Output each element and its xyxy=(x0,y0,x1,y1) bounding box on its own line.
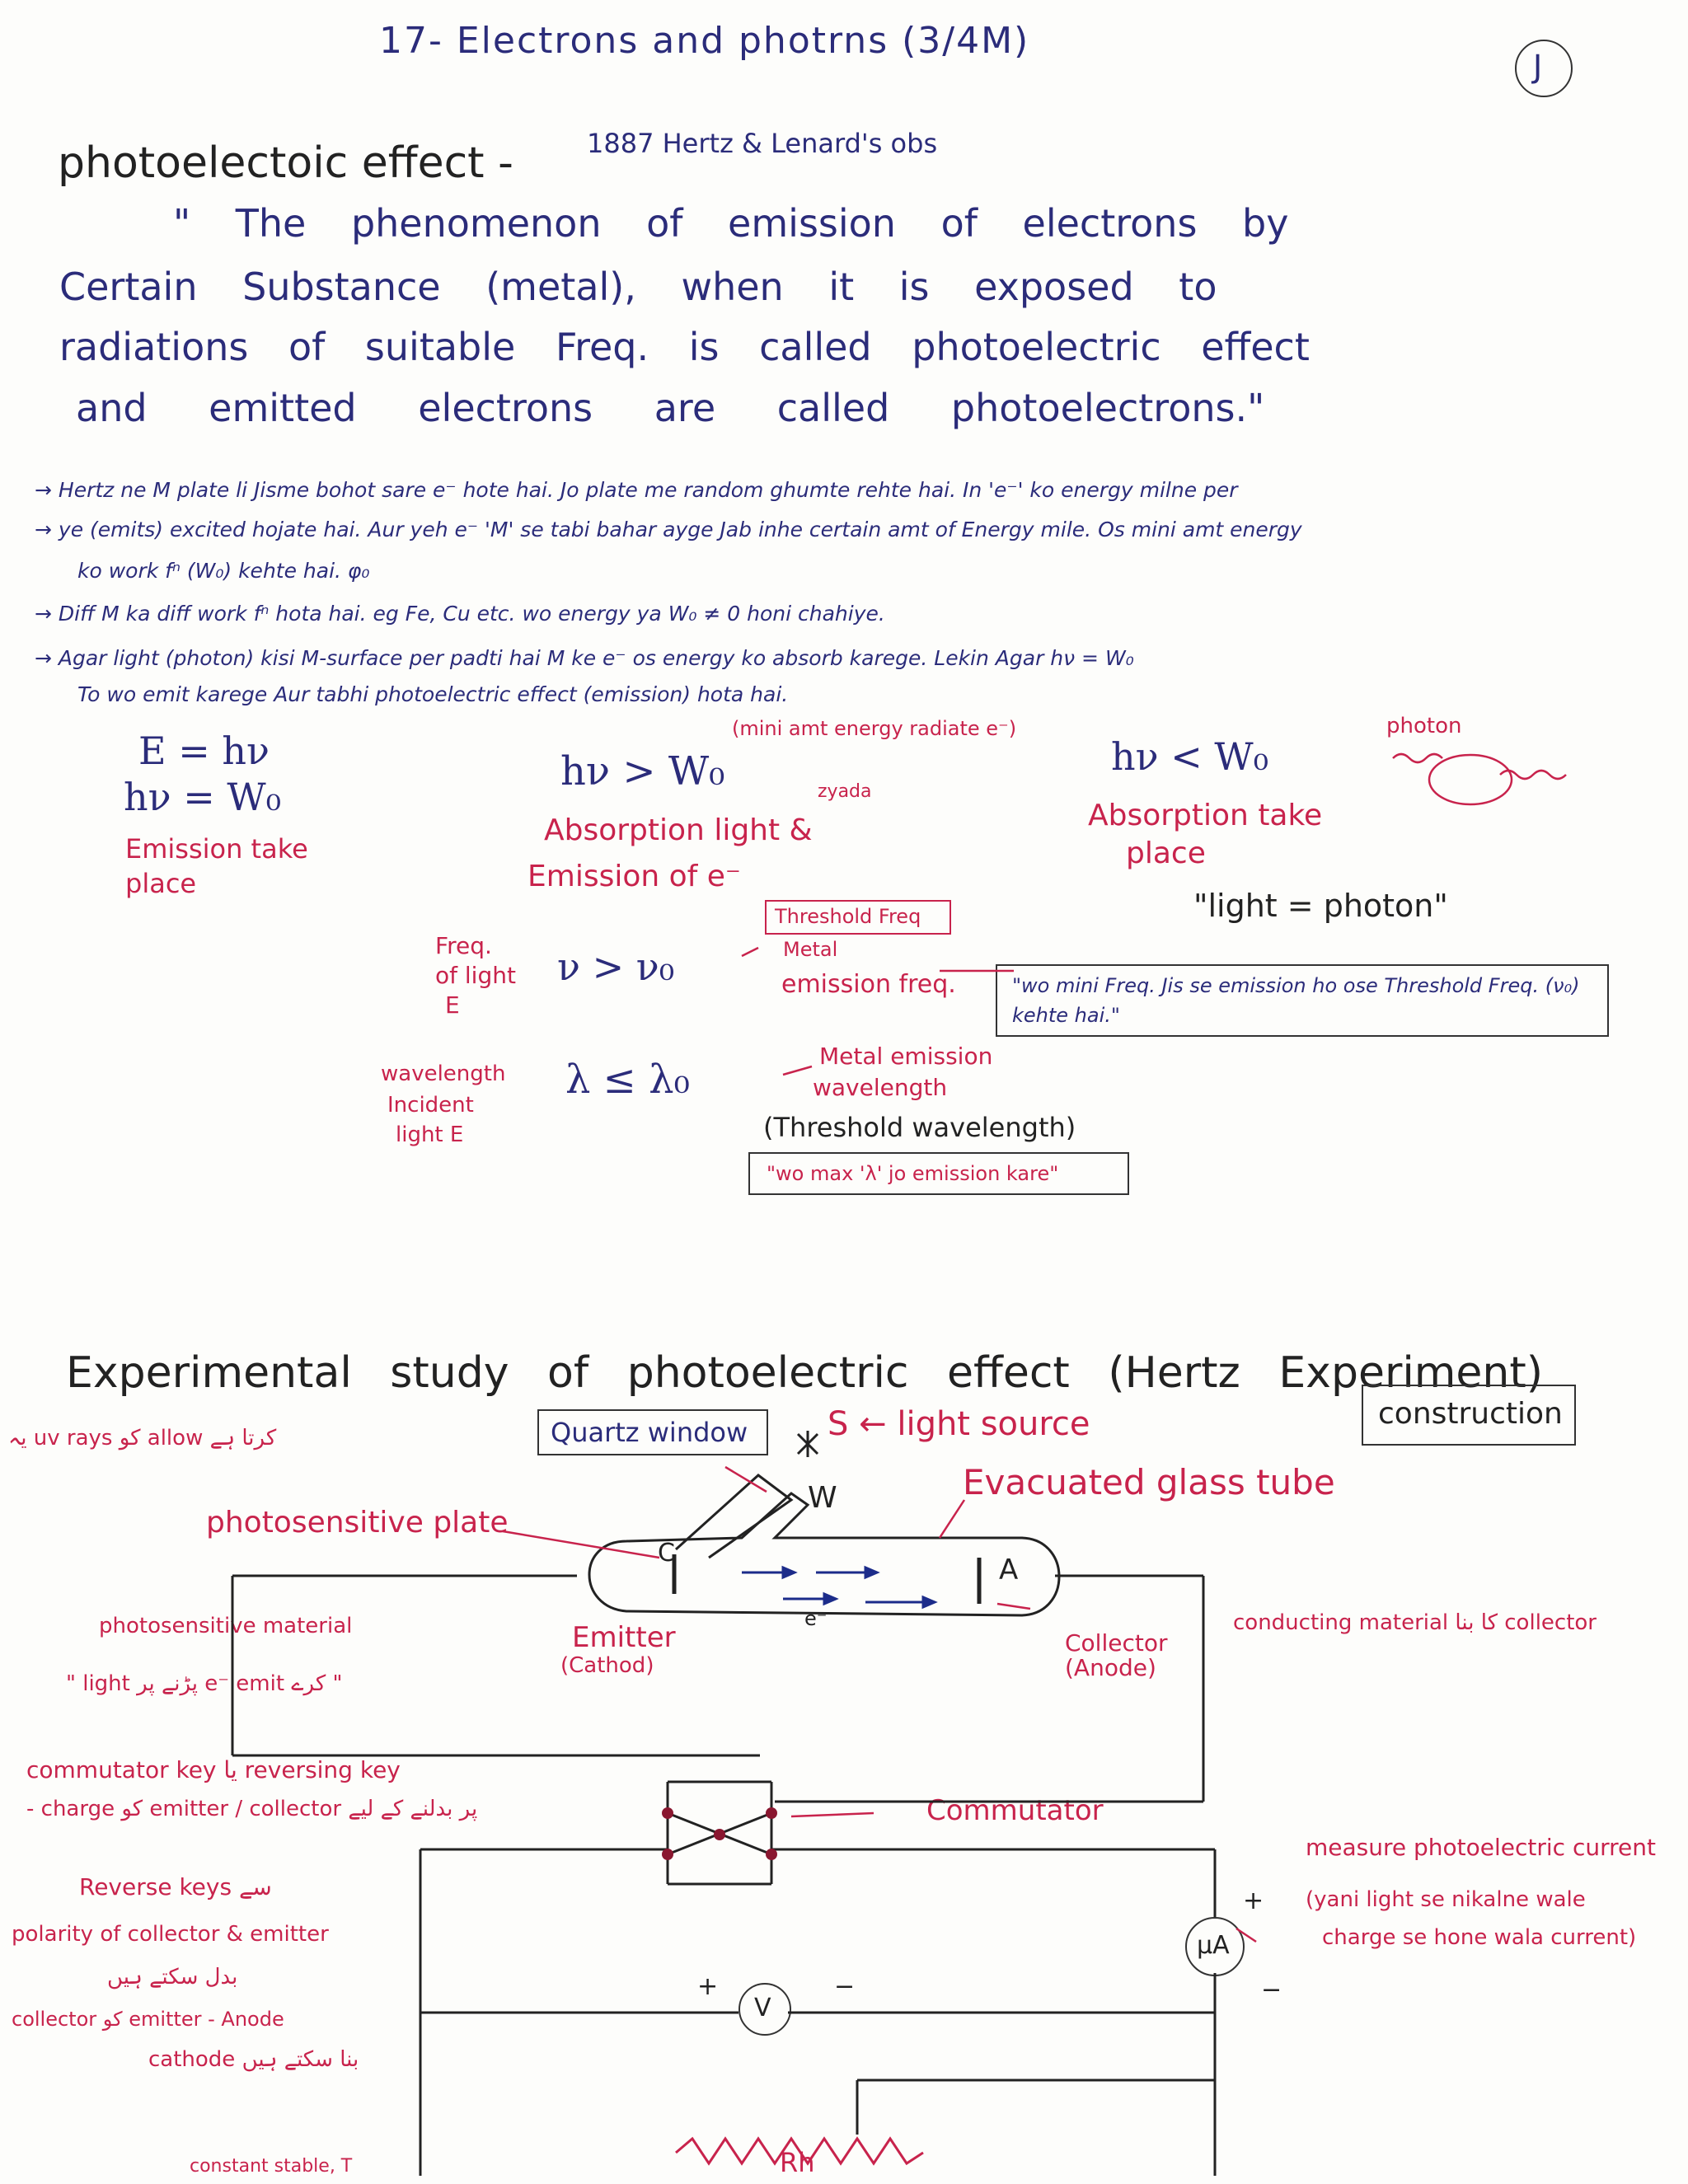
reverse-note-4: collector کو emitter - Anode xyxy=(12,2008,284,2031)
measure-note-1: measure photoelectric current xyxy=(1306,1834,1656,1861)
quartz-window-label: Quartz window xyxy=(551,1417,748,1448)
page-number-circle xyxy=(1515,40,1573,97)
note-line-3: ko work fⁿ (W₀) kehte hai. φ₀ xyxy=(77,559,370,583)
evacuated-tube-label: Evacuated glass tube xyxy=(963,1462,1335,1502)
metal-emission-wavelength-1: Metal emission xyxy=(819,1043,993,1070)
wavelength-label-1: wavelength xyxy=(381,1062,506,1086)
light-equals-photon: "light = photon" xyxy=(1193,888,1448,924)
threshold-wavelength: (Threshold wavelength) xyxy=(763,1112,1076,1143)
note-line-1: → Hertz ne M plate li Jisme bohot sare e⁻ hote hai. Jo plate me random ghumte rehte hai. In 'e⁻' ko energy milne per xyxy=(35,478,1238,502)
freq-label-2: of light xyxy=(435,962,516,989)
eq-hv-equals-w0: hν = W₀ xyxy=(124,775,282,819)
construction-box xyxy=(1362,1385,1576,1446)
rheostat-label: Rh xyxy=(780,2147,815,2178)
microammeter xyxy=(1185,1917,1245,1976)
voltmeter-plus: + xyxy=(697,1972,719,2001)
section-heading-experiment: Experimental study of photoelectric effect (Hertz Experiment) xyxy=(66,1348,1544,1398)
note-line-5: → Agar light (photon) kisi M-surface per padti hai M ke e⁻ os energy ko absorb karege. Lekin Agar hν = W₀ xyxy=(35,646,1134,670)
note-line-2: → ye (emits) excited hojate hai. Aur yeh e⁻ 'M' se tabi bahar ayge Jab inhe certain amt of Energy mile. Os mini amt energy xyxy=(35,518,1302,541)
threshold-definition-line-1: "wo mini Freq. Jis se emission ho ose Threshold Freq. (ν₀) xyxy=(1012,974,1580,997)
threshold-freq-box xyxy=(765,900,951,935)
definition-line-1: " The phenomenon of emission of electrons by xyxy=(173,201,1289,246)
zyada-note: zyada xyxy=(818,781,872,802)
eq-hv-less-w0: hν < W₀ xyxy=(1111,734,1269,779)
threshold-definition-box xyxy=(996,964,1609,1037)
page-number: J xyxy=(1533,49,1543,85)
definition-line-4: and emitted electrons are called photoelectrons." xyxy=(76,386,1265,430)
emitter-cathode-label: (Cathod) xyxy=(560,1653,654,1678)
page-title: 17- Electrons and photrns (3/4M) xyxy=(379,20,1030,62)
photon-sketch xyxy=(1393,754,1566,804)
metal-emission-wavelength-2: wavelength xyxy=(813,1074,948,1101)
absorption-take-place-line-1: Absorption take xyxy=(1088,799,1323,832)
ammeter-plus: + xyxy=(1243,1886,1264,1915)
construction-label: construction xyxy=(1378,1397,1563,1431)
mini-energy-note: (mini amt energy radiate e⁻) xyxy=(732,717,1017,740)
absorption-take-place-line-2: place xyxy=(1126,837,1206,870)
anode-a-label: A xyxy=(999,1554,1019,1586)
wavelength-label-3: light E xyxy=(396,1122,464,1147)
quartz-arm xyxy=(676,1475,791,1558)
absorption-emission-line-2: Emission of e⁻ xyxy=(528,860,741,893)
eq-hv-greater-w0: hν > W₀ xyxy=(560,748,725,794)
history-note: 1887 Hertz & Lenard's obs xyxy=(587,128,938,159)
emission-freq-label: emission freq. xyxy=(781,970,956,999)
electron-label: e⁻ xyxy=(804,1607,828,1630)
eq-nu-greater-nu0: ν > ν₀ xyxy=(557,944,675,989)
reverse-note-1: Reverse keys سے xyxy=(79,1873,272,1900)
photosensitive-plate-label: photosensitive plate xyxy=(206,1506,509,1540)
material-note-2: " light پڑنے پر e⁻ emit کرے " xyxy=(66,1671,343,1696)
material-note-1: photosensitive material xyxy=(99,1614,353,1638)
note-line-6: To wo emit karege Aur tabhi photoelectric effect (emission) hota hai. xyxy=(77,682,789,706)
ammeter-minus: − xyxy=(1261,1975,1282,2004)
commutator-note-1: commutator key یا reversing key xyxy=(26,1756,401,1783)
microammeter-label: μA xyxy=(1197,1931,1230,1960)
collector-anode-label: (Anode) xyxy=(1065,1654,1156,1681)
voltmeter-label: V xyxy=(754,1994,771,2022)
threshold-definition-line-2: kehte hai." xyxy=(1012,1004,1120,1027)
eq-lambda-le-lambda0: λ ≤ λ₀ xyxy=(565,1057,690,1103)
collector-label: Collector xyxy=(1065,1629,1168,1657)
metal-label: Metal xyxy=(783,938,838,961)
cathode-c-label: C xyxy=(658,1539,675,1568)
note-line-4: → Diff M ka diff work fⁿ hota hai. eg Fe, Cu etc. wo energy ya W₀ ≠ 0 honi chahiye. xyxy=(35,602,885,626)
definition-line-3: radiations of suitable Freq. is called photoelectric effect xyxy=(59,325,1310,369)
threshold-freq-text: Threshold Freq xyxy=(775,905,921,928)
commutator-note-2: - charge کو emitter / collector پر بدلنے کے لیے xyxy=(26,1797,478,1821)
window-w-label: W xyxy=(808,1481,837,1515)
measure-note-2: (yani light se nikalne wale xyxy=(1306,1887,1586,1912)
light-source-label: S ← light source xyxy=(828,1405,1090,1443)
reverse-note-2: polarity of collector & emitter xyxy=(12,1922,329,1947)
max-wavelength-text: "wo max 'λ' jo emission kare" xyxy=(767,1162,1059,1185)
reverse-note-3: بدل سکتے ہیں xyxy=(107,1965,238,1990)
absorption-emission-line-1: Absorption light & xyxy=(544,813,813,847)
commutator-label: Commutator xyxy=(926,1794,1104,1827)
urdu-allow-note: یہ uv rays کو allow کرتا ہے xyxy=(8,1426,277,1451)
freq-label-3: E xyxy=(445,991,460,1019)
quartz-window-box xyxy=(537,1409,768,1455)
conducting-note: conducting material کا بنا collector xyxy=(1233,1610,1597,1635)
definition-line-2: Certain Substance (metal), when it is exposed to xyxy=(59,265,1217,309)
section-heading-photoelectric: photoelectoic effect - xyxy=(58,138,513,188)
eq-energy: E = hν xyxy=(138,729,270,773)
voltmeter xyxy=(738,1983,791,2036)
emission-takes-place-note: Emission take place xyxy=(125,833,308,899)
wavelength-label-2: Incident xyxy=(387,1093,474,1118)
measure-note-3: charge se hone wala current) xyxy=(1322,1925,1637,1950)
voltmeter-minus: − xyxy=(834,1972,856,2001)
reverse-note-5: cathode بنا سکتے ہیں xyxy=(148,2047,359,2072)
bottom-note: constant stable, T xyxy=(190,2156,353,2177)
emitter-label: Emitter xyxy=(572,1621,676,1654)
max-wavelength-box xyxy=(748,1152,1129,1195)
photon-label: photon xyxy=(1386,714,1462,738)
freq-label-1: Freq. xyxy=(435,932,492,959)
